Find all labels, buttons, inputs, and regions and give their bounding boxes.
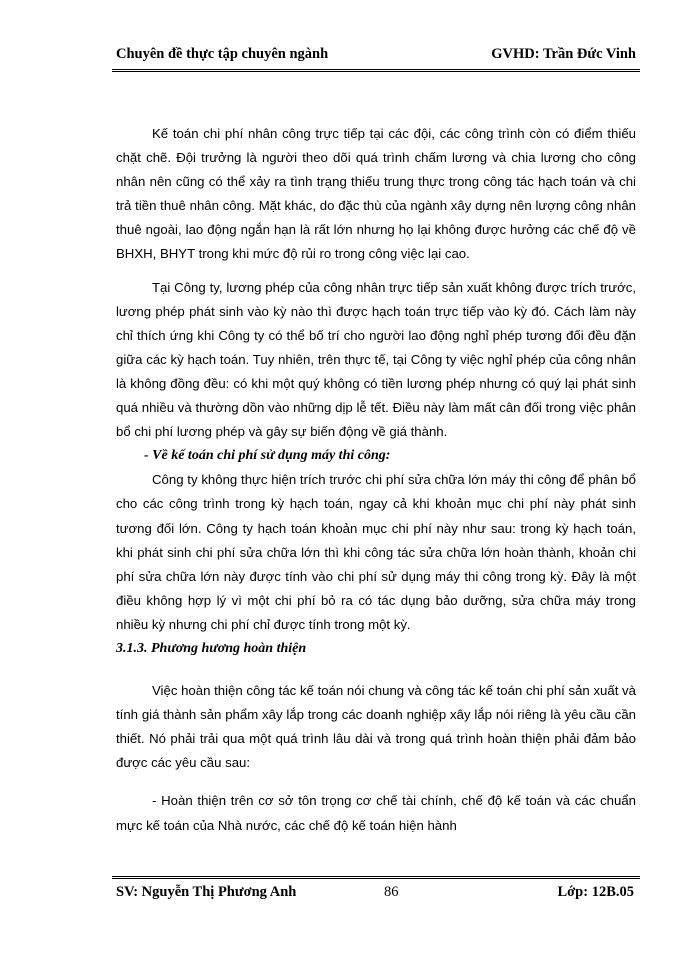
footer-class: Lớp: 12B.05 xyxy=(557,884,634,900)
paragraph-requirement-item: - Hoàn thiện trên cơ sở tôn trọng cơ chế tài chính, chế độ kế toán và các chuẩn mực kế toán của Nhà nước, các chế độ kế toán hiện hành xyxy=(116,793,636,833)
paragraph-leave-wages: Tại Công ty, lương phép của công nhân trực tiếp sản xuất không được trích trước, lương phép phát sinh vào kỳ nào thì được hạch toán trực tiếp vào kỳ đó. Cách làm này chỉ thích ứng khi Công ty có thể bố trí cho người lao động nghỉ phép tương đối đều đặn giữa các kỳ hạch toán. Tuy nhiên, trên thực tế, tại Công ty việc nghỉ phép của công nhân là không đồng đều: có khi một quý không có tiền lương phép nhưng có quý lại phát sinh quá nhiều và thường dồn vào những dịp lễ tết. Điều này làm mất cân đối trong việc phân bổ chi phí lương phép và gây sự biến động về giá thành. xyxy=(116,279,636,440)
page-body xyxy=(116,122,636,838)
footer-divider xyxy=(112,876,640,879)
footer-page-number: 86 xyxy=(384,884,399,900)
header-supervisor: GVHD: Trần Đức Vinh xyxy=(491,46,636,62)
page-header xyxy=(112,44,636,66)
footer-student-name: SV: Nguyễn Thị Phương Anh xyxy=(116,884,297,900)
paragraph-machine-repair: Công ty không thực hiện trích trước chi phí sửa chữa lớn máy thi công để phân bổ cho các công trình trong kỳ hạch toán, ngay cả khi khoản mục chi phí này phát sinh tương đối lớn. Công ty hạch toán khoản mục chi phí này như sau: trong kỳ hạch toán, khi phát sinh chi phí sửa chữa lớn thì khi công tác sửa chữa lớn hoàn thành, khoản chi phí sửa chữa lớn này được tính vào chi phí sử dụng máy thi công trong kỳ. Đây là một điều không hợp lý vì một chi phí bỏ ra có tác dụng bảo dưỡng, sửa chữa máy trong nhiều kỳ nhưng chi phí chỉ được tính trong một kỳ. xyxy=(116,472,636,632)
header-document-title: Chuyên đề thực tập chuyên ngành xyxy=(116,46,329,62)
section-heading-improvement: 3.1.3. Phương hương hoàn thiện xyxy=(116,640,307,656)
page-footer xyxy=(112,882,640,904)
header-divider xyxy=(112,69,640,72)
paragraph-labor-cost: Kế toán chi phí nhân công trực tiếp tại các đội, các công trình còn có điểm thiếu chặt chẽ. Đội trưởng là người theo dõi quá trình chấm lương và chia lương cho công nhân nên cũng có thể xảy ra tình trạng thiếu trung thực trong công tác hạch toán và chi trả tiền thuê nhân công. Mặt khác, do đặc thù của ngành xây dựng nên lượng công nhân thuê ngoài, lao động ngắn hạn là rất lớn nhưng họ lại không được hưởng các chế độ về BHXH, BHYT trong khi mức độ rủi ro trong công việc lại cao. xyxy=(116,126,636,262)
subheading-machine-cost: - Về kế toán chi phí sử dụng máy thi công: xyxy=(144,448,391,464)
paragraph-improvement-requirements: Việc hoàn thiện công tác kế toán nói chung và công tác kế toán chi phí sản xuất và tính giá thành sản phẩm xây lắp trong các doanh nghiệp xây lắp nói riêng là yêu cầu cần thiết. Nó phải trải qua một quá trình lâu dài và trong quá trình hoàn thiện phải đảm bảo được các yêu cầu sau: xyxy=(116,683,636,771)
